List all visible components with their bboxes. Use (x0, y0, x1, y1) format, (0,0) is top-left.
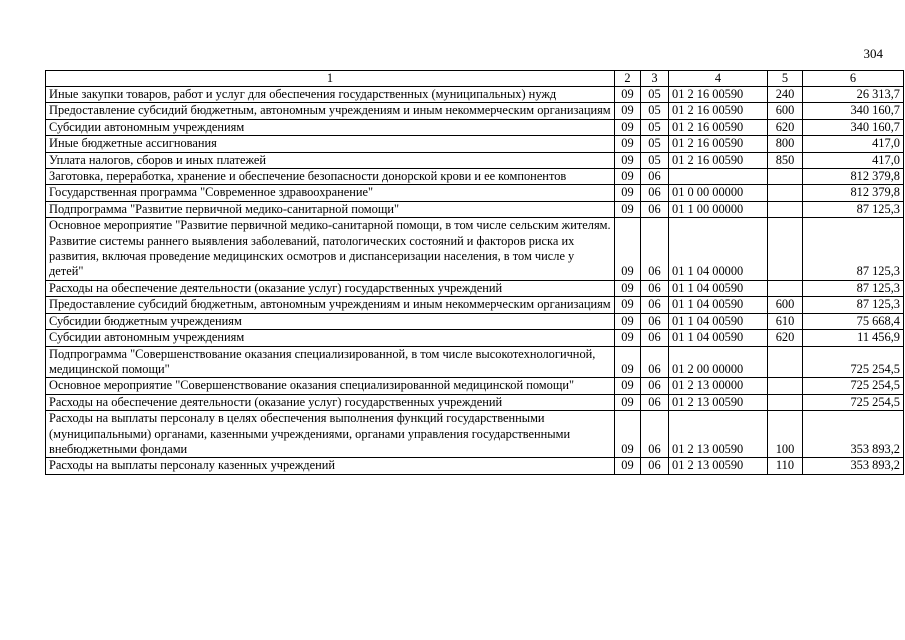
cell-name: Государственная программа "Современное здравоохранение" (46, 185, 615, 201)
cell-name: Предоставление субсидий бюджетным, автономным учреждениям и иным некоммерческим организациям (46, 103, 615, 119)
table-row (46, 280, 904, 296)
cell-subsection: 06 (641, 280, 669, 296)
budget-table (45, 70, 904, 475)
table-row (46, 378, 904, 394)
cell-expense-type: 850 (768, 152, 803, 168)
cell-subsection: 06 (641, 169, 669, 185)
cell-subsection: 05 (641, 87, 669, 103)
cell-amount: 340 160,7 (803, 119, 904, 135)
cell-section: 09 (615, 458, 641, 474)
table-row (46, 313, 904, 329)
cell-section: 09 (615, 87, 641, 103)
cell-target-article: 01 2 16 00590 (669, 103, 768, 119)
header-col-6: 6 (803, 71, 904, 87)
cell-name: Расходы на выплаты персоналу в целях обеспечения выполнения функций государственными (муниципальными) органами, казенными учреждениями, органами управления государственными внебюджетными фондами (46, 411, 615, 458)
table-row (46, 87, 904, 103)
cell-name: Предоставление субсидий бюджетным, автономным учреждениям и иным некоммерческим организациям (46, 297, 615, 313)
cell-expense-type: 620 (768, 119, 803, 135)
header-col-4: 4 (669, 71, 768, 87)
cell-target-article: 01 1 04 00590 (669, 297, 768, 313)
cell-subsection: 05 (641, 152, 669, 168)
cell-subsection: 06 (641, 330, 669, 346)
cell-expense-type: 240 (768, 87, 803, 103)
cell-expense-type (768, 218, 803, 281)
cell-section: 09 (615, 103, 641, 119)
table-row (46, 297, 904, 313)
cell-section: 09 (615, 185, 641, 201)
table-row (46, 218, 904, 281)
cell-amount: 353 893,2 (803, 411, 904, 458)
cell-expense-type (768, 378, 803, 394)
cell-expense-type: 600 (768, 103, 803, 119)
cell-section: 09 (615, 136, 641, 152)
cell-expense-type (768, 280, 803, 296)
cell-target-article (669, 169, 768, 185)
cell-subsection: 06 (641, 185, 669, 201)
cell-target-article: 01 2 16 00590 (669, 87, 768, 103)
header-col-3: 3 (641, 71, 669, 87)
cell-amount: 725 254,5 (803, 378, 904, 394)
table-row (46, 119, 904, 135)
header-col-1: 1 (46, 71, 615, 87)
cell-target-article: 01 2 00 00000 (669, 346, 768, 378)
cell-subsection: 06 (641, 313, 669, 329)
cell-target-article: 01 2 16 00590 (669, 152, 768, 168)
cell-target-article: 01 2 16 00590 (669, 136, 768, 152)
table-row (46, 103, 904, 119)
cell-name: Субсидии автономным учреждениям (46, 330, 615, 346)
header-col-5: 5 (768, 71, 803, 87)
table-row (46, 185, 904, 201)
cell-name: Субсидии автономным учреждениям (46, 119, 615, 135)
cell-target-article: 01 1 04 00590 (669, 280, 768, 296)
cell-target-article: 01 2 13 00000 (669, 378, 768, 394)
cell-amount: 26 313,7 (803, 87, 904, 103)
cell-name: Субсидии бюджетным учреждениям (46, 313, 615, 329)
cell-name: Иные бюджетные ассигнования (46, 136, 615, 152)
cell-target-article: 01 0 00 00000 (669, 185, 768, 201)
cell-amount: 725 254,5 (803, 346, 904, 378)
cell-target-article: 01 2 13 00590 (669, 394, 768, 410)
cell-section: 09 (615, 378, 641, 394)
cell-amount: 87 125,3 (803, 297, 904, 313)
cell-target-article: 01 1 00 00000 (669, 201, 768, 217)
table-row (46, 169, 904, 185)
cell-section: 09 (615, 297, 641, 313)
cell-amount: 417,0 (803, 136, 904, 152)
table-row (46, 458, 904, 474)
cell-amount: 87 125,3 (803, 280, 904, 296)
table-body (46, 87, 904, 475)
cell-section: 09 (615, 280, 641, 296)
cell-expense-type: 620 (768, 330, 803, 346)
cell-subsection: 06 (641, 201, 669, 217)
table-row (46, 152, 904, 168)
cell-section: 09 (615, 169, 641, 185)
cell-name: Расходы на обеспечение деятельности (оказание услуг) государственных учреждений (46, 394, 615, 410)
cell-amount: 812 379,8 (803, 185, 904, 201)
cell-amount: 353 893,2 (803, 458, 904, 474)
table-row (46, 346, 904, 378)
header-row (46, 71, 904, 87)
table-row (46, 411, 904, 458)
cell-expense-type: 100 (768, 411, 803, 458)
cell-expense-type: 110 (768, 458, 803, 474)
cell-target-article: 01 1 04 00590 (669, 313, 768, 329)
header-col-2: 2 (615, 71, 641, 87)
cell-subsection: 06 (641, 411, 669, 458)
cell-name: Заготовка, переработка, хранение и обеспечение безопасности донорской крови и ее компонентов (46, 169, 615, 185)
cell-subsection: 05 (641, 136, 669, 152)
cell-section: 09 (615, 119, 641, 135)
page-number: 304 (863, 46, 883, 61)
cell-section: 09 (615, 330, 641, 346)
cell-expense-type (768, 346, 803, 378)
cell-target-article: 01 2 13 00590 (669, 411, 768, 458)
cell-name: Иные закупки товаров, работ и услуг для обеспечения государственных (муниципальных) нужд (46, 87, 615, 103)
cell-target-article: 01 1 04 00590 (669, 330, 768, 346)
cell-subsection: 06 (641, 394, 669, 410)
table-row (46, 330, 904, 346)
cell-section: 09 (615, 201, 641, 217)
cell-target-article: 01 2 16 00590 (669, 119, 768, 135)
cell-section: 09 (615, 394, 641, 410)
cell-section: 09 (615, 411, 641, 458)
cell-expense-type: 800 (768, 136, 803, 152)
table-row (46, 201, 904, 217)
cell-subsection: 06 (641, 297, 669, 313)
cell-amount: 87 125,3 (803, 218, 904, 281)
cell-name: Подпрограмма "Развитие первичной медико-санитарной помощи" (46, 201, 615, 217)
cell-target-article: 01 2 13 00590 (669, 458, 768, 474)
cell-amount: 75 668,4 (803, 313, 904, 329)
cell-section: 09 (615, 218, 641, 281)
cell-amount: 725 254,5 (803, 394, 904, 410)
cell-expense-type: 610 (768, 313, 803, 329)
cell-subsection: 06 (641, 218, 669, 281)
cell-expense-type (768, 185, 803, 201)
cell-amount: 87 125,3 (803, 201, 904, 217)
cell-section: 09 (615, 152, 641, 168)
cell-expense-type: 600 (768, 297, 803, 313)
table-row (46, 136, 904, 152)
table-row (46, 394, 904, 410)
cell-section: 09 (615, 346, 641, 378)
cell-subsection: 05 (641, 103, 669, 119)
cell-amount: 340 160,7 (803, 103, 904, 119)
cell-section: 09 (615, 313, 641, 329)
cell-amount: 812 379,8 (803, 169, 904, 185)
cell-name: Расходы на обеспечение деятельности (оказание услуг) государственных учреждений (46, 280, 615, 296)
cell-amount: 417,0 (803, 152, 904, 168)
cell-expense-type (768, 201, 803, 217)
cell-expense-type (768, 394, 803, 410)
cell-target-article: 01 1 04 00000 (669, 218, 768, 281)
cell-name: Основное мероприятие "Развитие первичной медико-санитарной помощи, в том числе сельским жителям. Развитие системы раннего выявления заболеваний, патологических состояний и факторов риска их развития, включая проведение медицинских осмотров и диспансеризации населения, в том числе у детей" (46, 218, 615, 281)
cell-name: Подпрограмма "Совершенствование оказания специализированной, в том числе высокотехнологичной, медицинской помощи" (46, 346, 615, 378)
cell-amount: 11 456,9 (803, 330, 904, 346)
cell-name: Расходы на выплаты персоналу казенных учреждений (46, 458, 615, 474)
cell-subsection: 05 (641, 119, 669, 135)
cell-subsection: 06 (641, 458, 669, 474)
cell-subsection: 06 (641, 346, 669, 378)
cell-expense-type (768, 169, 803, 185)
cell-subsection: 06 (641, 378, 669, 394)
cell-name: Уплата налогов, сборов и иных платежей (46, 152, 615, 168)
cell-name: Основное мероприятие "Совершенствование оказания специализированной медицинской помощи" (46, 378, 615, 394)
